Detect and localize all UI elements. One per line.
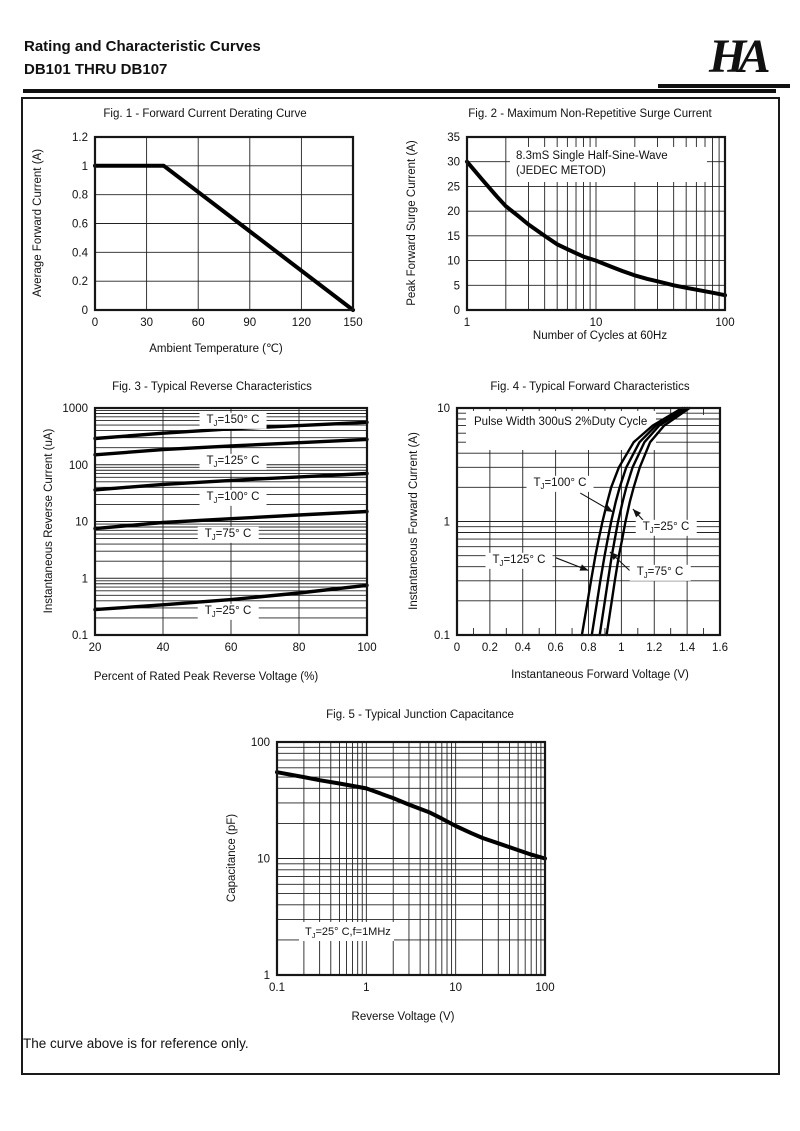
tj-subscript: J xyxy=(311,931,316,941)
y-tick-label: 1 xyxy=(81,573,88,586)
y-tick-label: 0 xyxy=(453,305,460,317)
y-tick-label: 25 xyxy=(447,181,460,194)
tj-value: =100° C xyxy=(544,476,587,489)
fig3-curve-label-100c xyxy=(200,490,267,506)
fig1-x-axis-label: Ambient Temperature (℃) xyxy=(149,343,283,355)
tj-prefix: T xyxy=(204,527,212,540)
fig3-x-axis-label: Percent of Rated Peak Reverse Voltage (%) xyxy=(93,671,319,683)
y-tick-label: 1 xyxy=(263,970,270,982)
tj-subscript: J xyxy=(643,571,648,581)
fig1-plot xyxy=(72,132,363,329)
y-tick-label: 0 xyxy=(81,305,88,317)
y-tick-label: 0.6 xyxy=(72,218,88,231)
fig4-curve-label-125c xyxy=(486,553,553,569)
x-tick-label: 60 xyxy=(224,642,238,654)
x-tick-label: 0.6 xyxy=(547,642,564,654)
tj-prefix: T xyxy=(305,926,312,938)
tj-prefix: T xyxy=(492,553,500,566)
fig4-x-axis-label: Instantaneous Forward Voltage (V) xyxy=(511,669,689,681)
fig3-curve-label-75c xyxy=(198,527,259,543)
part-number-range: DB101 THRU DB107 xyxy=(24,61,168,78)
fig3-curve-label-125c xyxy=(200,454,267,470)
x-tick-label: 0 xyxy=(91,317,99,329)
tj-subscript: J xyxy=(213,460,218,470)
fig5-y-axis-label: Capacitance (pF) xyxy=(226,813,238,903)
tj-value: =125° C xyxy=(217,454,260,467)
fig5-x-axis-label: Reverse Voltage (V) xyxy=(351,1011,455,1023)
y-tick-label: 1 xyxy=(443,516,450,529)
x-tick-label: 1.4 xyxy=(679,642,696,654)
y-tick-label: 0.4 xyxy=(72,247,88,260)
y-tick-label: 0.1 xyxy=(72,630,88,642)
footer-note: The curve above is for reference only. xyxy=(23,1036,249,1051)
x-tick-label: 0.4 xyxy=(514,642,531,654)
x-tick-label: 1 xyxy=(363,982,370,994)
x-tick-label: 0.1 xyxy=(269,982,285,994)
x-tick-label: 100 xyxy=(357,642,377,654)
x-tick-label: 90 xyxy=(243,317,257,329)
fig5-annotation xyxy=(305,926,391,940)
fig4-curve-label-100c xyxy=(527,476,594,492)
y-tick-label: 0.2 xyxy=(72,276,88,289)
tj-prefix: T xyxy=(642,520,650,533)
x-tick-label: 1.6 xyxy=(712,642,728,654)
fig4-y-axis-label: Instantaneous Forward Current (A) xyxy=(408,432,420,610)
tj-condition: =25° C,f=1MHz xyxy=(315,926,391,938)
y-tick-label: 30 xyxy=(447,156,460,169)
tj-prefix: T xyxy=(533,476,541,489)
fig4-curve-label-25c xyxy=(636,520,697,536)
x-tick-label: 1 xyxy=(618,642,625,654)
fig1-series-average-forward-current xyxy=(95,166,353,310)
tj-value: =150° C xyxy=(217,413,260,426)
tj-prefix: T xyxy=(206,413,214,426)
x-tick-label: 100 xyxy=(715,317,735,329)
brand-logo: HA xyxy=(709,30,763,83)
fig4-title: Fig. 4 - Typical Forward Characteristics xyxy=(490,381,690,393)
tj-value: =25° C xyxy=(653,520,690,533)
y-tick-label: 15 xyxy=(447,230,460,243)
tj-subscript: J xyxy=(211,533,216,543)
y-tick-label: 100 xyxy=(68,459,88,472)
tj-prefix: T xyxy=(204,604,212,617)
y-tick-label: 10 xyxy=(257,853,270,866)
y-tick-label: 1000 xyxy=(62,403,88,415)
fig2-y-axis-label: Peak Forward Surge Current (A) xyxy=(406,140,418,306)
fig5-title: Fig. 5 - Typical Junction Capacitance xyxy=(326,709,514,721)
x-tick-label: 40 xyxy=(156,642,170,654)
x-tick-label: 30 xyxy=(140,317,153,329)
x-tick-label: 10 xyxy=(589,317,603,329)
x-tick-label: 60 xyxy=(191,317,205,329)
x-tick-label: 150 xyxy=(343,317,363,329)
tj-subscript: J xyxy=(213,419,218,429)
x-tick-label: 100 xyxy=(535,982,555,994)
tj-value: =25° C xyxy=(215,604,252,617)
fig1-title: Fig. 1 - Forward Current Derating Curve xyxy=(103,108,307,120)
tj-subscript: J xyxy=(540,482,545,492)
tj-prefix: T xyxy=(206,454,214,467)
fig3-curve-label-25c xyxy=(198,604,259,620)
tj-subscript: J xyxy=(211,610,216,620)
y-tick-label: 0.1 xyxy=(434,630,450,642)
fig2-annotation-line1: 8.3mS Single Half-Sine-Wave xyxy=(516,150,668,162)
x-tick-label: 0.2 xyxy=(481,642,498,654)
fig2-annotation xyxy=(516,149,668,179)
tj-subscript: J xyxy=(213,496,218,506)
tj-value: =100° C xyxy=(217,490,260,503)
fig3-title: Fig. 3 - Typical Reverse Characteristics xyxy=(112,381,312,393)
y-tick-label: 10 xyxy=(75,516,88,529)
page-title: Rating and Characteristic Curves xyxy=(24,38,261,55)
fig5-plot xyxy=(251,737,555,994)
fig3-y-axis-label: Instantaneous Reverse Current (uA) xyxy=(43,428,55,614)
tj-value: =75° C xyxy=(647,565,684,578)
fig2-x-axis-label: Number of Cycles at 60Hz xyxy=(532,330,668,342)
tj-prefix: T xyxy=(636,565,644,578)
x-tick-label: 0 xyxy=(453,642,461,654)
fig4-annotation: Pulse Width 300uS 2%Duty Cycle xyxy=(474,416,648,428)
fig2-title: Fig. 2 - Maximum Non-Repetitive Surge Current xyxy=(468,108,712,120)
y-tick-label: 5 xyxy=(453,280,460,293)
y-tick-label: 10 xyxy=(437,403,450,415)
tj-subscript: J xyxy=(649,526,654,536)
x-tick-label: 20 xyxy=(88,642,102,654)
fig2-annotation-line2: (JEDEC METOD) xyxy=(516,165,606,177)
tj-value: =75° C xyxy=(215,527,252,540)
tj-prefix: T xyxy=(206,490,214,503)
y-tick-label: 10 xyxy=(447,255,460,268)
x-tick-label: 1.2 xyxy=(646,642,663,654)
x-tick-label: 80 xyxy=(292,642,306,654)
y-tick-label: 20 xyxy=(447,206,460,219)
y-tick-label: 1 xyxy=(81,160,88,173)
y-tick-label: 35 xyxy=(447,132,460,144)
x-tick-label: 1 xyxy=(463,317,471,329)
x-tick-label: 0.8 xyxy=(580,642,597,654)
fig3-curve-label-150c xyxy=(200,413,267,429)
y-tick-label: 1.2 xyxy=(72,132,88,144)
fig5-series-junction-capacitance xyxy=(277,772,545,858)
y-tick-label: 100 xyxy=(250,737,270,749)
x-tick-label: 10 xyxy=(449,982,463,994)
tj-value: =125° C xyxy=(503,553,546,566)
tj-subscript: J xyxy=(499,559,504,569)
fig4-curve-label-75c xyxy=(630,565,691,581)
y-tick-label: 0.8 xyxy=(72,189,88,202)
fig1-y-axis-label: Average Forward Current (A) xyxy=(32,148,44,298)
x-tick-label: 120 xyxy=(291,317,311,329)
